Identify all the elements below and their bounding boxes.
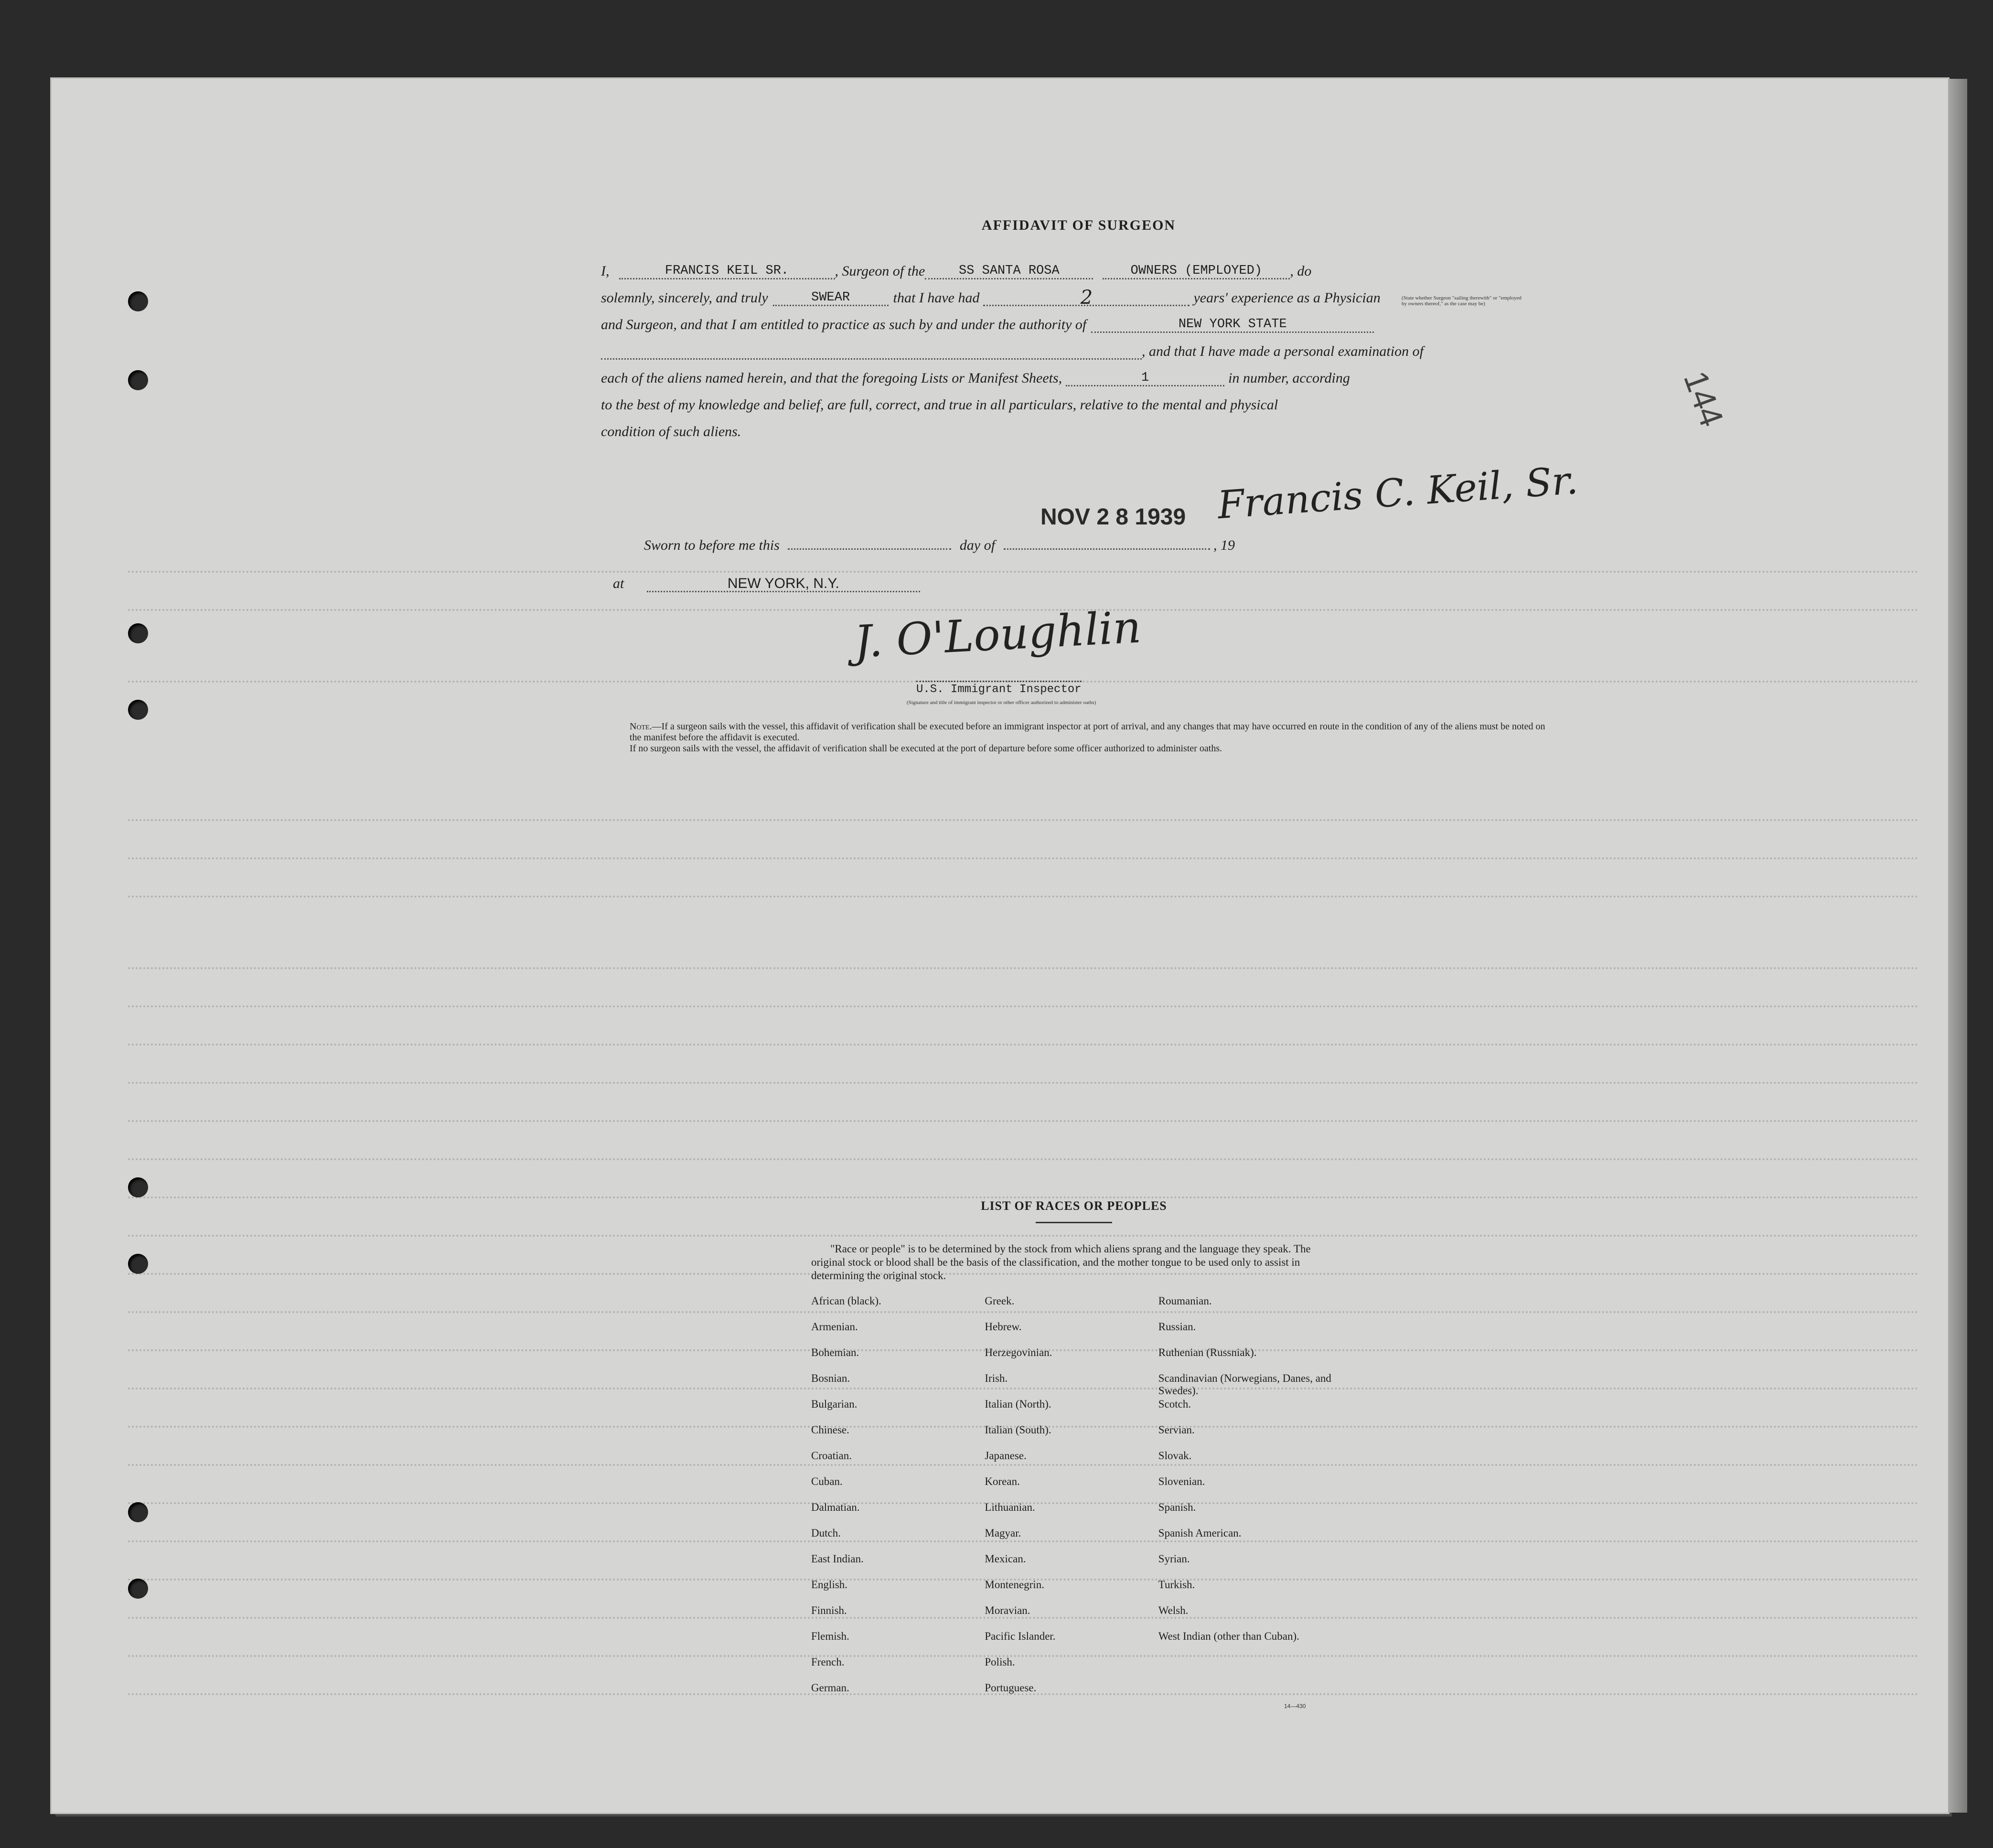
race-item: Croatian. <box>811 1450 852 1462</box>
affidavit-text: each of the aliens named herein, and that the foregoing Lists or Manifest Sheets, <box>601 370 1062 386</box>
race-item: Moravian. <box>985 1604 1030 1616</box>
inspector-title: U.S. Immigrant Inspector <box>916 681 1082 696</box>
affidavit-line-3 <box>601 306 1556 333</box>
affidavit-text: , do <box>1290 263 1312 279</box>
manifest-sheet <box>52 79 1948 1813</box>
affidavit-text: years' experience as a Physician <box>1193 290 1381 306</box>
races-block <box>811 1199 1337 1708</box>
sworn-place-field: NEW YORK, N.Y. <box>647 577 920 592</box>
sworn-month-field <box>1004 548 1210 550</box>
race-item: Lithuanian. <box>985 1501 1035 1513</box>
surgeon-signature: Francis C. Keil, Sr. <box>1216 458 1580 528</box>
affidavit-line-4 <box>601 333 1556 360</box>
race-item: Spanish. <box>1158 1501 1196 1513</box>
affidavit-text: that I have had <box>893 290 980 306</box>
race-item: Ruthenian (Russniak). <box>1158 1346 1257 1358</box>
stacked-pages-edge <box>1948 79 1967 1813</box>
race-item: German. <box>811 1682 849 1694</box>
race-item: Herzegovinian. <box>985 1346 1052 1358</box>
form-code: 14—430 <box>1284 1703 1306 1709</box>
race-item: Bohemian. <box>811 1346 859 1358</box>
affidavit-text: , Surgeon of the <box>835 263 925 279</box>
bleed-through-row <box>128 805 1919 821</box>
race-item: Turkish. <box>1158 1579 1195 1591</box>
race-item: Scotch. <box>1158 1398 1191 1410</box>
sworn-place-line <box>613 576 1329 592</box>
race-item: Bulgarian. <box>811 1398 857 1410</box>
sworn-day-field <box>788 548 951 550</box>
race-item: Irish. <box>985 1372 1008 1384</box>
affidavit-text: solemnly, sincerely, and truly <box>601 290 768 306</box>
races-title: LIST OF RACES OR PEOPLES <box>981 1199 1167 1213</box>
sworn-text: Sworn to before me this <box>644 537 780 553</box>
races-columns <box>811 1295 1337 1708</box>
races-column-3 <box>1158 1295 1337 1708</box>
employer-field: OWNERS (EMPLOYED) <box>1103 264 1290 279</box>
employer-note: (State whether Surgeon "sailing therewith" or "employed by owners thereof," as the case may be) <box>1402 295 1522 307</box>
note-paragraph-2: If no surgeon sails with the vessel, the affidavit of verification shall be executed at the port of departure before some officer authorized to administer oaths. <box>630 743 1222 754</box>
bleed-through-row <box>128 881 1919 897</box>
bleed-through-row <box>128 666 1919 683</box>
note-text: —If a surgeon sails with the vessel, this affidavit of verification shall be executed before an immigrant inspector at port of arrival, and any changes that may have occurred en route in the condition of any of the aliens must be noted on the manifest before the affidavit is executed. <box>630 721 1545 743</box>
race-item: Finnish. <box>811 1604 847 1616</box>
note-paragraph <box>630 721 1552 743</box>
race-item: Dutch. <box>811 1527 841 1539</box>
race-item: Slovenian. <box>1158 1475 1205 1487</box>
sheets-field: 1 <box>1066 371 1224 386</box>
race-item: Roumanian. <box>1158 1295 1212 1307</box>
bleed-through-row <box>128 1144 1919 1160</box>
affidavit-line-7 <box>601 413 1556 440</box>
race-item: Italian (North). <box>985 1398 1051 1410</box>
affidavit-block <box>601 217 1556 440</box>
race-item: Italian (South). <box>985 1424 1051 1436</box>
bleed-through-row <box>128 953 1919 969</box>
race-item: Spanish American. <box>1158 1527 1242 1539</box>
race-item: Japanese. <box>985 1450 1027 1462</box>
race-item: Mexican. <box>985 1553 1026 1565</box>
binder-hole <box>128 1502 148 1522</box>
affidavit-line-1 <box>601 253 1556 279</box>
race-item: Scandinavian (Norwegians, Danes, and Swedes). <box>1158 1372 1331 1397</box>
bleed-through-row <box>128 1029 1919 1046</box>
sworn-year-prefix: , 19 <box>1213 537 1235 553</box>
affidavit-text: I, <box>601 263 610 279</box>
race-item: Syrian. <box>1158 1553 1190 1565</box>
affidavit-text: , and that I have made a personal examination of <box>1142 343 1424 359</box>
bleed-through-row <box>128 991 1919 1007</box>
race-item: Magyar. <box>985 1527 1021 1539</box>
affidavit-line-6 <box>601 386 1556 413</box>
race-item: Pacific Islander. <box>985 1630 1056 1642</box>
race-item: English. <box>811 1579 848 1591</box>
sworn-line <box>644 537 1361 554</box>
affidavit-title: AFFIDAVIT OF SURGEON <box>981 217 1176 233</box>
sworn-day-of: day of <box>959 537 996 553</box>
race-item: African (black). <box>811 1295 881 1307</box>
binder-hole <box>128 370 148 390</box>
race-item: West Indian (other than Cuban). <box>1158 1630 1299 1642</box>
race-item: Korean. <box>985 1475 1020 1487</box>
bleed-through-row <box>128 1106 1919 1122</box>
races-column-1 <box>811 1295 985 1708</box>
bleed-through-row <box>128 1068 1919 1084</box>
authority-field: NEW YORK STATE <box>1091 317 1374 333</box>
races-title-rule <box>1036 1222 1112 1223</box>
bleed-through-row <box>128 556 1919 573</box>
race-item: Cuban. <box>811 1475 843 1487</box>
race-item: East Indian. <box>811 1553 864 1565</box>
race-item: Servian. <box>1158 1424 1195 1436</box>
binder-hole <box>128 1254 148 1274</box>
race-item: Armenian. <box>811 1321 858 1333</box>
oath-field: SWEAR <box>773 290 889 306</box>
race-item: Bosnian. <box>811 1372 850 1384</box>
inspector-signature: J. O'Loughlin <box>853 601 1143 668</box>
affidavit-text: in number, according <box>1228 370 1350 386</box>
page-number: 144 <box>1676 366 1731 432</box>
bleed-through-row <box>128 843 1919 859</box>
note-label: Note. <box>630 721 652 732</box>
affidavit-text: to the best of my knowledge and belief, are full, correct, and true in all particulars, relative to the mental and physical <box>601 397 1278 413</box>
binder-hole <box>128 700 148 720</box>
binder-hole <box>128 1579 148 1599</box>
binder-hole <box>128 1177 148 1197</box>
races-intro: "Race or people" is to be determined by the stock from which aliens sprang and the language they speak. The original stock or blood shall be the basis of the classification, and the mother tongue to be used only to assist in determining the original stock. <box>811 1243 1311 1282</box>
binder-hole <box>128 623 148 643</box>
affidavit-text: and Surgeon, and that I am entitled to practice as such by and under the authority of <box>601 317 1087 332</box>
bleed-through-row <box>128 1182 1919 1198</box>
affidavit-text: condition of such aliens. <box>601 424 741 439</box>
race-item: Polish. <box>985 1656 1015 1668</box>
sworn-at: at <box>613 576 624 591</box>
race-item: French. <box>811 1656 845 1668</box>
years-field: 2 <box>983 290 1189 306</box>
surgeon-name-field: FRANCIS KEIL SR. <box>619 264 835 279</box>
inspector-caption: (Signature and title of immigrant inspector or other officer authorized to administer oaths) <box>907 700 1096 705</box>
vessel-field: SS SANTA ROSA <box>925 264 1093 279</box>
race-item: Portuguese. <box>985 1682 1037 1694</box>
race-item: Montenegrin. <box>985 1579 1044 1591</box>
note-block <box>630 721 1552 754</box>
race-item: Hebrew. <box>985 1321 1022 1333</box>
race-item: Greek. <box>985 1295 1015 1307</box>
races-column-2 <box>985 1295 1158 1708</box>
race-item: Dalmatian. <box>811 1501 860 1513</box>
race-item: Welsh. <box>1158 1604 1189 1616</box>
blank-field <box>601 358 1142 360</box>
date-stamp: NOV 2 8 1939 <box>1040 504 1186 530</box>
affidavit-line-5 <box>601 360 1556 386</box>
race-item: Chinese. <box>811 1424 849 1436</box>
race-item: Slovak. <box>1158 1450 1192 1462</box>
race-item: Russian. <box>1158 1321 1196 1333</box>
binder-hole <box>128 291 148 311</box>
race-item: Flemish. <box>811 1630 849 1642</box>
